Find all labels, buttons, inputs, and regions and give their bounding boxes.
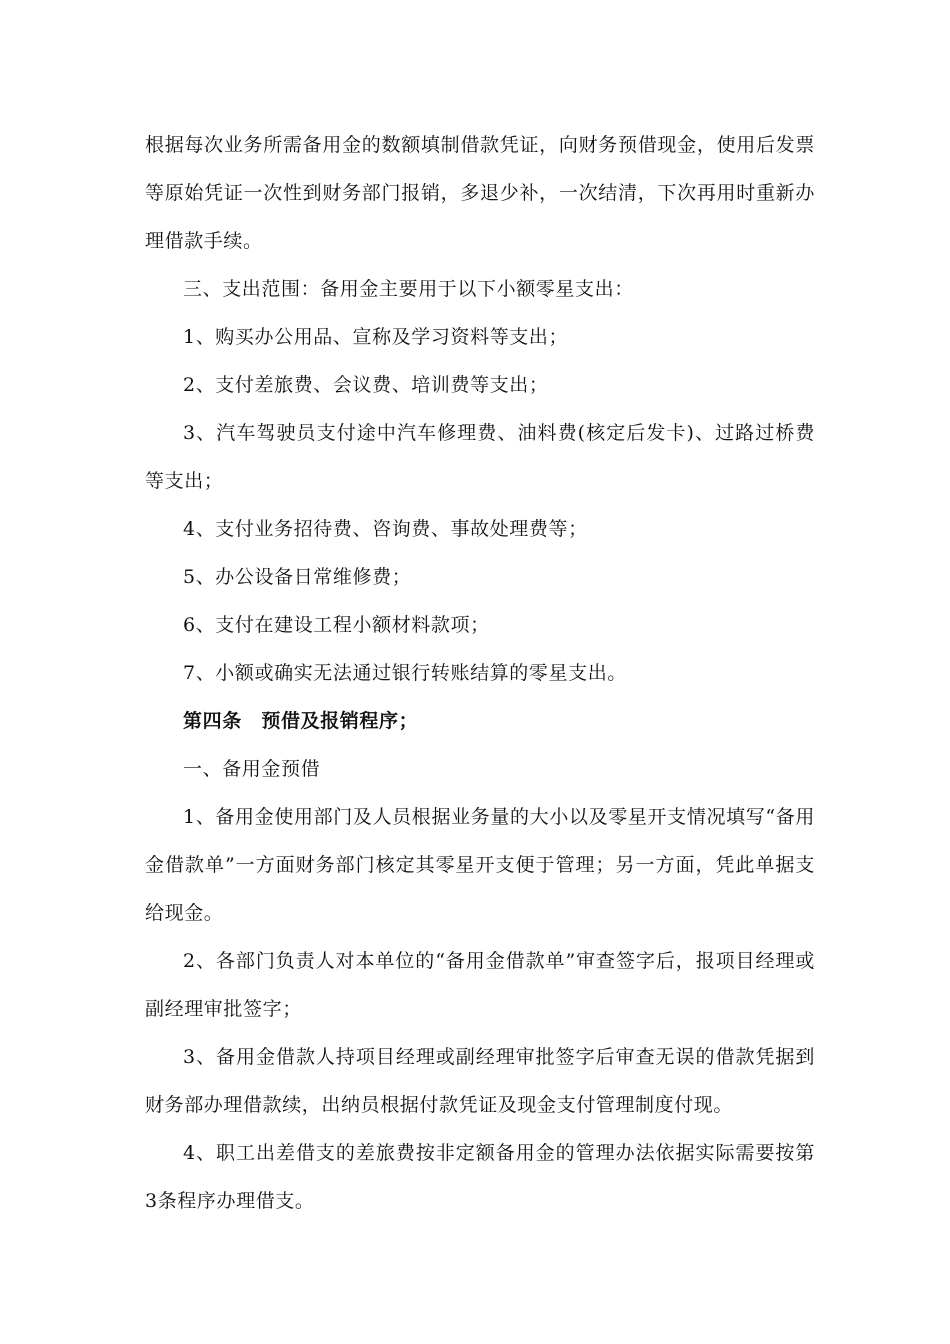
list-item: 2、支付差旅费、会议费、培训费等支出；: [183, 374, 549, 396]
list-item: 1、购买办公用品、宣称及学习资料等支出；: [183, 326, 569, 348]
section-heading-expense-scope: 三、支出范围：备用金主要用于以下小额零星支出：: [183, 278, 634, 300]
list-item: 5、办公设备日常维修费；: [183, 566, 412, 588]
article-heading: 第四条 预借及报销程序；: [183, 710, 419, 732]
list-item: 3、汽车驾驶员支付途中汽车修理费、油料费(核定后发卡)、过路过桥费等支出；: [145, 422, 815, 492]
list-item: 6、支付在建设工程小额材料款项；: [183, 614, 490, 636]
subsection-heading: 一、备用金预借: [183, 758, 321, 780]
paragraph-continuation: 根据每次业务所需备用金的数额填制借款凭证，向财务预借现金，使用后发票等原始凭证一次性到财务部门报销，多退少补，一次结清，下次再用时重新办理借款手续。: [145, 134, 815, 252]
list-item: 7、小额或确实无法通过银行转账结算的零星支出。: [183, 662, 627, 684]
list-item: 3、备用金借款人持项目经理或副经理审批签字后审查无误的借款凭据到财务部办理借款续，出纳员根据付款凭证及现金支付管理制度付现。: [145, 1046, 815, 1116]
list-item: 1、备用金使用部门及人员根据业务量的大小以及零星开支情况填写“备用金借款单”一方面财务部门核定其零星开支便于管理；另一方面，凭此单据支给现金。: [145, 806, 815, 924]
list-item: 2、各部门负责人对本单位的“备用金借款单”审查签字后，报项目经理或副经理审批签字；: [145, 950, 815, 1020]
document-body: [145, 121, 815, 1225]
list-item: 4、职工出差借支的差旅费按非定额备用金的管理办法依据实际需要按第3条程序办理借支。: [145, 1142, 815, 1212]
list-item: 4、支付业务招待费、咨询费、事故处理费等；: [183, 518, 588, 540]
